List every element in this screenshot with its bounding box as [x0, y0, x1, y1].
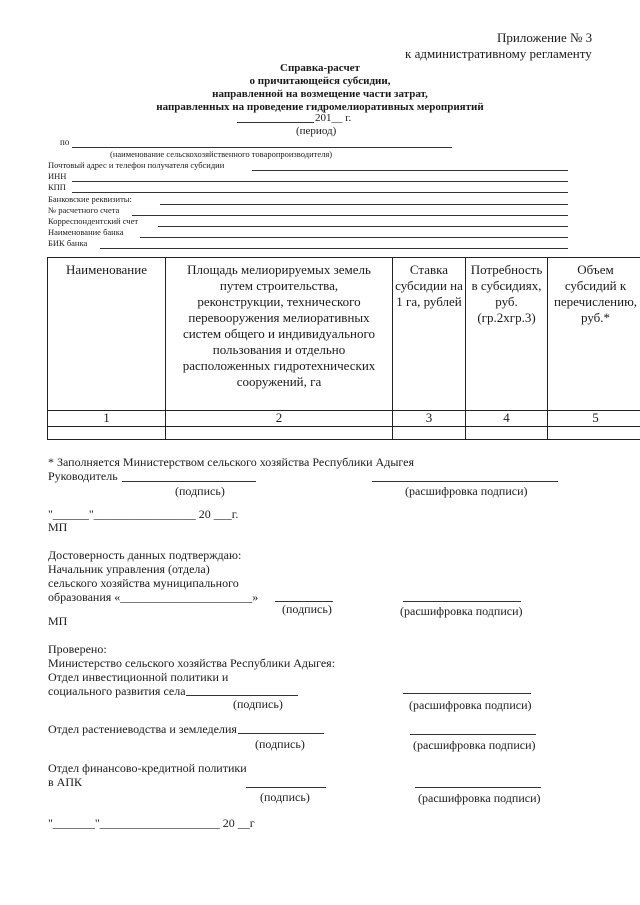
dept1-sign-field[interactable]: [186, 695, 298, 696]
requisite-field[interactable]: [100, 248, 568, 249]
requisite-label: Банковские реквизиты:: [48, 194, 132, 204]
title-line-3: направленной на возмещение части затрат,: [212, 88, 428, 100]
recipient-caption: (наименование сельскохозяйственного товаропроизводителя): [110, 149, 333, 159]
title-line-4: направленных на проведение гидромелиоративных мероприятий: [156, 101, 484, 113]
table-cell[interactable]: [466, 427, 548, 440]
dept2-sign-caption: (подпись): [255, 737, 305, 751]
table-header-row: [48, 258, 640, 411]
recipient-field[interactable]: [72, 147, 452, 148]
title-line-2: о причитающейся субсидии,: [249, 75, 391, 87]
confirm-decode-field[interactable]: [403, 601, 521, 602]
requisite-label: ИНН: [48, 171, 67, 181]
table-header-cell: Площадь мелиорируемых земель путем строительства, реконструкции, технического перевооружения мелиоративных систем общего и индивидуального пользования и отдельно расположенных гидротехнических сооружений, га: [166, 258, 393, 411]
head-sign-field[interactable]: [122, 481, 256, 482]
requisite-field[interactable]: [158, 226, 568, 227]
dept1-line-1: Отдел инвестиционной политики и: [48, 670, 229, 684]
requisite-field[interactable]: [72, 192, 568, 193]
requisite-field[interactable]: [132, 215, 568, 216]
title-line-1: Справка-расчет: [280, 62, 360, 74]
requisite-label: Наименование банка: [48, 227, 124, 237]
column-number: 3: [393, 411, 466, 427]
requisite-field[interactable]: [72, 181, 568, 182]
subsidy-table: [47, 257, 640, 440]
period-year: 201__ г.: [315, 112, 352, 124]
table-cell[interactable]: [393, 427, 466, 440]
mp-label-1: МП: [48, 520, 68, 534]
dept3-sign-caption: (подпись): [260, 790, 310, 804]
table-cell[interactable]: [548, 427, 640, 440]
dept2-sign-field[interactable]: [238, 733, 324, 734]
requisite-field[interactable]: [160, 204, 568, 205]
dept3-sign-field[interactable]: [246, 787, 326, 788]
confirm-line-1: Достоверность данных подтверждаю:: [48, 548, 242, 562]
requisite-label: № расчетного счета: [48, 205, 120, 215]
checked-ministry: Министерство сельского хозяйства Республики Адыгея:: [48, 656, 336, 670]
dept1-line-2: социального развития села: [48, 684, 186, 698]
dept3-line-1: Отдел финансово-кредитной политики: [48, 761, 247, 775]
head-decode-caption: (расшифровка подписи): [405, 484, 528, 498]
mp-label-2: МП: [48, 614, 68, 628]
dept1-decode-field[interactable]: [403, 693, 531, 694]
column-number: 4: [466, 411, 548, 427]
period-field[interactable]: [237, 122, 314, 123]
table-cell[interactable]: [48, 427, 166, 440]
requisite-field[interactable]: [252, 170, 568, 171]
column-number: 5: [548, 411, 640, 427]
confirm-line-4[interactable]: образования «______________________»: [48, 590, 259, 604]
checked-title: Проверено:: [48, 642, 107, 656]
dept3-line-2: в АПК: [48, 775, 83, 789]
dept3-decode-caption: (расшифровка подписи): [418, 791, 541, 805]
column-number: 2: [166, 411, 393, 427]
appendix-line-2: к административному регламенту: [405, 46, 592, 61]
head-label: Руководитель: [48, 469, 118, 483]
head-sign-caption: (подпись): [175, 484, 225, 498]
table-header-cell: Ставка субсидии на 1 га, рублей: [393, 258, 466, 411]
dept3-decode-field[interactable]: [415, 787, 541, 788]
recipient-prefix: по: [60, 137, 70, 147]
requisite-label: КПП: [48, 182, 66, 192]
table-header-cell: Наименование: [48, 258, 166, 411]
requisite-label: БИК банка: [48, 238, 88, 248]
table-row[interactable]: [48, 427, 640, 440]
footnote: * Заполняется Министерством сельского хозяйства Республики Адыгея: [48, 455, 414, 469]
table-cell[interactable]: [166, 427, 393, 440]
confirm-decode-caption: (расшифровка подписи): [400, 604, 523, 618]
dept2-decode-field[interactable]: [410, 734, 536, 735]
appendix-line-1: Приложение № 3: [497, 30, 593, 45]
confirm-sign-caption: (подпись): [282, 602, 332, 616]
dept1-decode-caption: (расшифровка подписи): [409, 698, 532, 712]
table-number-row: [48, 411, 640, 427]
dept2-label: Отдел растениеводства и земледелия: [48, 722, 237, 736]
requisite-field[interactable]: [140, 237, 568, 238]
table-header-cell: Объем субсидий к перечислению, руб.*: [548, 258, 640, 411]
head-decode-field[interactable]: [372, 481, 558, 482]
dept1-sign-caption: (подпись): [233, 697, 283, 711]
confirm-line-2: Начальник управления (отдела): [48, 562, 210, 576]
column-number: 1: [48, 411, 166, 427]
period-caption: (период): [296, 125, 337, 137]
date-line-1[interactable]: "______"_________________ 20 ___г.: [48, 507, 239, 521]
requisite-label: Корреспондентский счет: [48, 216, 139, 226]
date-line-2[interactable]: "_______"____________________ 20 __г: [48, 816, 255, 830]
requisite-label: Почтовый адрес и телефон получателя субсидии: [48, 160, 225, 170]
dept2-decode-caption: (расшифровка подписи): [413, 738, 536, 752]
table-header-cell: Потребность в субсидиях, руб. (гр.2хгр.3): [466, 258, 548, 411]
confirm-line-3: сельского хозяйства муниципального: [48, 576, 239, 590]
